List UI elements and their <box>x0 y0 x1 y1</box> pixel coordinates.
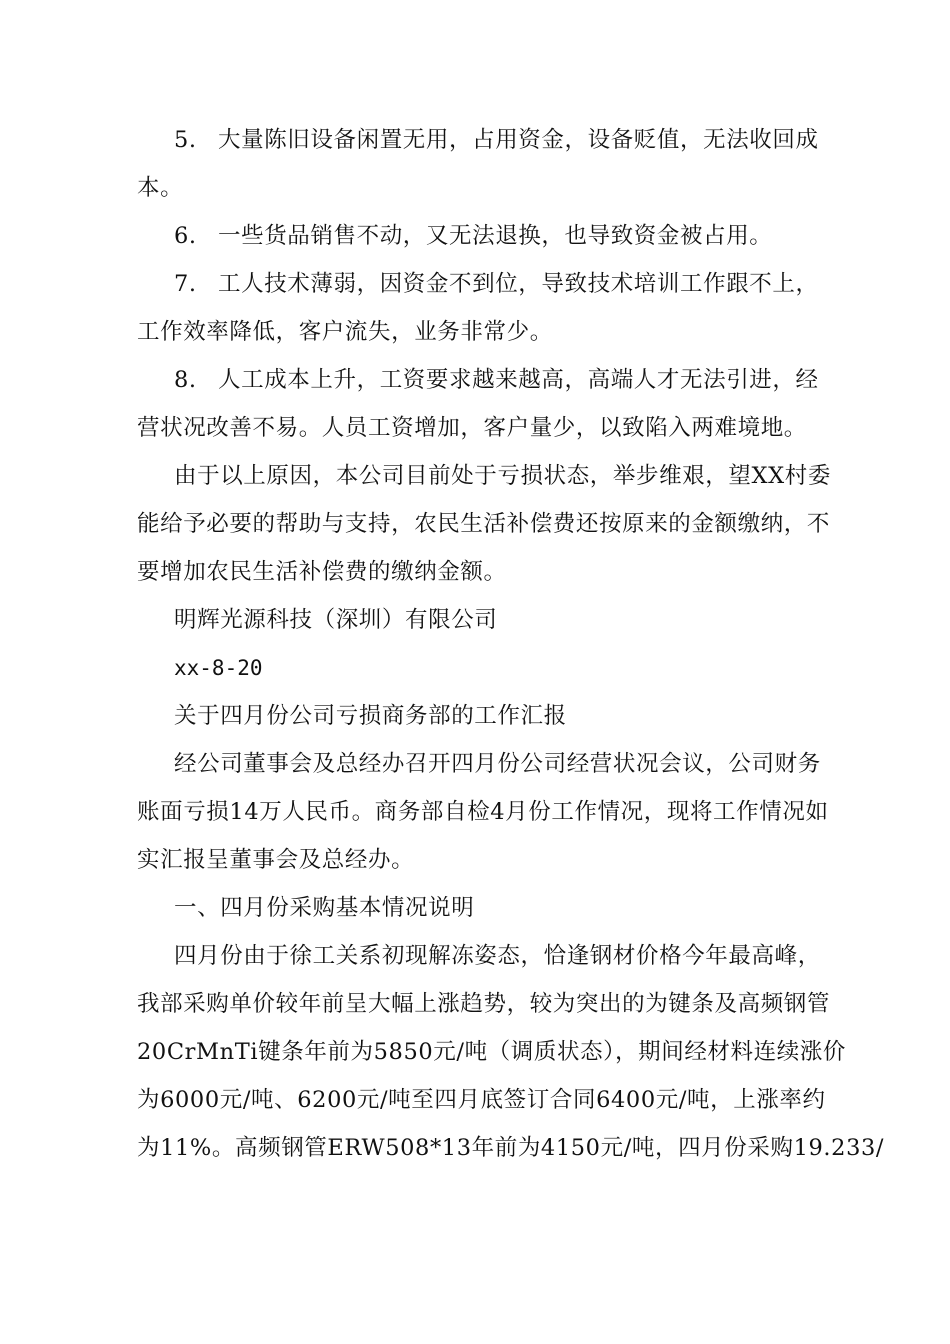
paragraph-text: 一些货品销售不动，又无法退换，也导致资金被占用。 <box>218 223 773 249</box>
paragraph-line: 要增加农民生活补偿费的缴纳金额。 <box>137 559 507 585</box>
paragraph-line: 四月份由于徐工关系初现解冻姿态，恰逢钢材价格今年最高峰， <box>174 943 821 969</box>
paragraph-line: 工作效率降低，客户流失，业务非常少。 <box>137 319 553 345</box>
paragraph-line: 经公司董事会及总经办召开四月份公司经营状况会议，公司财务 <box>174 751 821 777</box>
paragraph-line: 实汇报呈董事会及总经办。 <box>137 847 415 873</box>
paragraph-text: 人工成本上升，工资要求越来越高，高端人才无法引进，经 <box>218 367 819 393</box>
list-number: 8. <box>174 367 197 393</box>
paragraph-text: 工人技术薄弱，因资金不到位，导致技术培训工作跟不上， <box>218 271 819 297</box>
document-body <box>137 116 885 1172</box>
report-title: 关于四月份公司亏损商务部的工作汇报 <box>174 703 567 729</box>
paragraph-line: 我部采购单价较年前呈大幅上涨趋势，较为突出的为键条及高频钢管 <box>137 991 831 1017</box>
paragraph-line: 营状况改善不易。人员工资增加，客户量少，以致陷入两难境地。 <box>137 415 807 441</box>
list-item-5 <box>137 116 817 164</box>
section-heading: 一、四月份采购基本情况说明 <box>174 895 475 921</box>
company-signature: 明辉光源科技（深圳）有限公司 <box>174 607 498 633</box>
list-number: 6. <box>174 223 197 249</box>
list-item-8 <box>137 356 817 404</box>
list-item-7 <box>137 260 817 308</box>
paragraph-line: 账面亏损14万人民币。商务部自检4月份工作情况，现将工作情况如 <box>137 799 829 825</box>
signature-date: xx-8-20 <box>174 656 263 680</box>
list-item-6 <box>137 212 817 260</box>
paragraph-line: 为6000元/吨、6200元/吨至四月底签订合同6400元/吨，上涨率约 <box>137 1087 826 1113</box>
paragraph-line: 由于以上原因，本公司目前处于亏损状态，举步维艰，望XX村委 <box>174 463 831 489</box>
paragraph-line: 为11%。高频钢管ERW508*13年前为4150元/吨，四月份采购19.233/ <box>137 1135 885 1161</box>
list-number: 7. <box>174 271 197 297</box>
paragraph-line: 能给予必要的帮助与支持，农民生活补偿费还按原来的金额缴纳，不 <box>137 511 831 537</box>
paragraph-text: 大量陈旧设备闲置无用，占用资金，设备贬值，无法收回成 <box>218 127 819 153</box>
paragraph-line: 20CrMnTi键条年前为5850元/吨（调质状态），期间经材料连续涨价 <box>137 1039 847 1065</box>
paragraph-line: 本。 <box>137 175 184 201</box>
list-number: 5. <box>174 127 197 153</box>
